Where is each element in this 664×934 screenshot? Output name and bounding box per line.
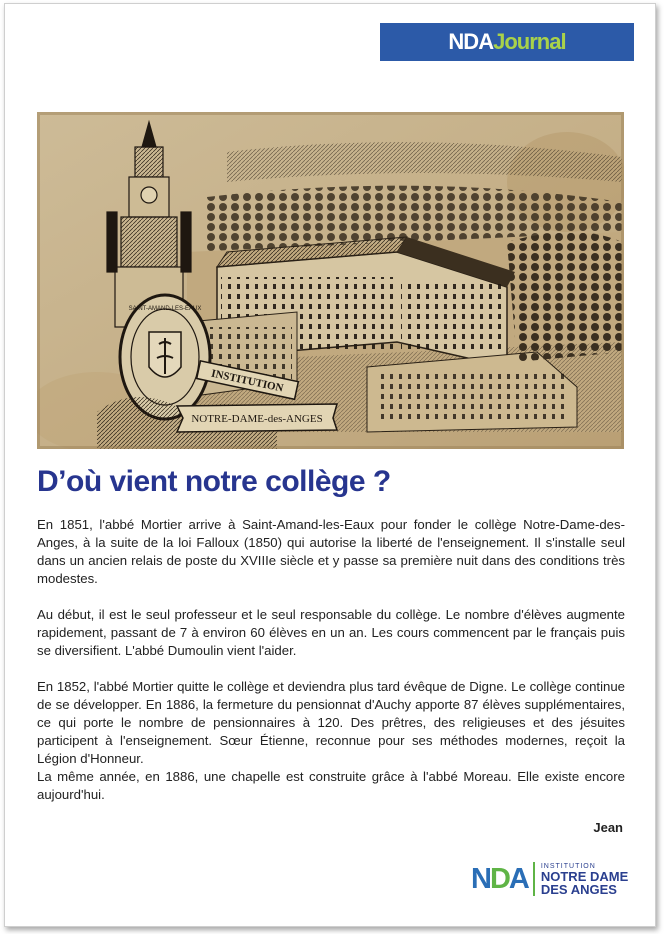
article-body xyxy=(37,516,625,804)
article-title: D’où vient notre collège ? xyxy=(37,465,391,498)
logo-line-des-anges: DES ANGES xyxy=(540,881,617,897)
banner-institution-text: INSTITUTION xyxy=(210,367,285,395)
institution-logo xyxy=(471,862,628,896)
newsletter-page xyxy=(4,3,656,927)
paragraph-2: Au début, il est le seul professeur et le seul responsable du collège. Le nombre d'élèves augmente rapidement, passant de 7 à environ 60 élèves en un an. Les cours commencent par le français puis se diversifient. L'abbé Dumoulin vient l'aider. xyxy=(37,607,625,658)
paragraph-4: La même année, en 1886, une chapelle est construite grâce à l'abbé Moreau. Elle existe encore aujourd'hui. xyxy=(37,769,625,802)
article-author: Jean xyxy=(593,820,623,835)
engraving-illustration xyxy=(37,112,624,449)
ribbon-text: NOTRE-DAME-des-ANGES xyxy=(191,413,323,425)
logo-line-notre-dame: NOTRE DAME xyxy=(540,868,629,884)
paragraph-1: En 1851, l'abbé Mortier arrive à Saint-Amand-les-Eaux pour fonder le collège Notre-Dame-des-Anges, à la suite de la loi Falloux (1850) qui autorise la liberté de l'enseignement. Il s'installe seul dans un ancien relais de poste du XVIIIe siècle et y passe sa première nuit dans des conditions très modestes. xyxy=(37,517,625,586)
logo-divider xyxy=(533,862,535,896)
paragraph-3: En 1852, l'abbé Mortier quitte le collège et deviendra plus tard évêque de Digne. Le collège continue de se développer. En 1886, la fermeture du pensionnat d'Auchy apporte 87 élèves supplémentaires, ce qui porte le nombre de pensionnaires à 120. Des prêtres, des religieuses et des jésuites participent à l'enseignement. Sœur Étienne, reconnue pour ses méthodes modernes, reçoit la Légion d'Honneur. xyxy=(37,679,625,766)
logo-line-institution: INSTITUTION xyxy=(540,862,596,870)
logo-d: D xyxy=(489,862,509,895)
logo-text xyxy=(541,863,628,896)
brand-journal: Journal xyxy=(493,29,566,54)
logo-n: N xyxy=(471,862,490,895)
nda-mark xyxy=(471,862,528,895)
historical-engraving-image xyxy=(37,112,624,449)
nda-journal-logo xyxy=(380,23,634,61)
brand-nda: NDA xyxy=(448,29,494,54)
logo-a: A xyxy=(508,862,528,895)
seal-inscription: SAINT-AMAND-LES-EAUX xyxy=(128,306,202,312)
